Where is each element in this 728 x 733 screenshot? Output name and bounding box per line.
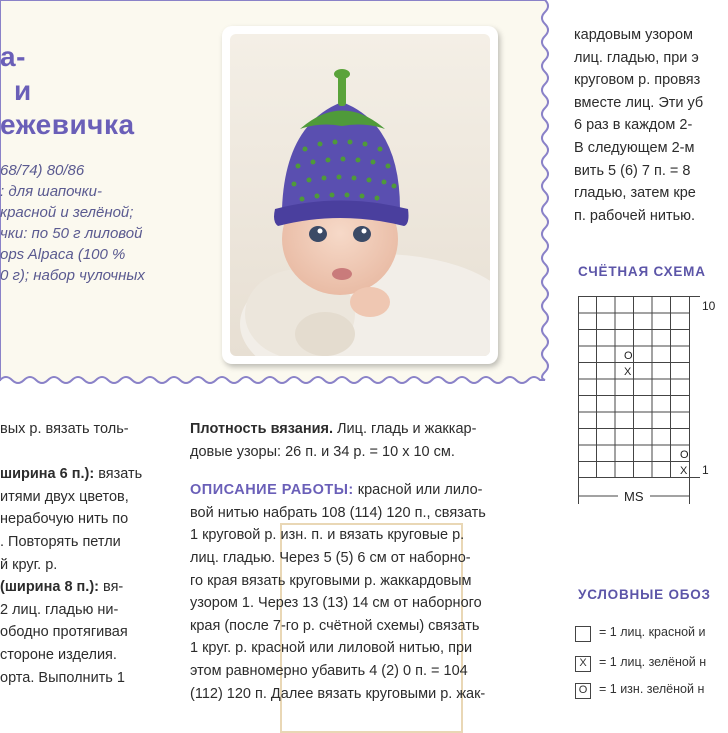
text-line: го края вязать круговыми р. жаккардовым [190, 572, 472, 589]
text-rest: вязать [94, 466, 143, 483]
text-line: В следующем 2-м [574, 139, 695, 156]
chart-symbol-o: O [624, 350, 633, 362]
title-line: а- [0, 41, 26, 72]
title-line: ежевичка [0, 109, 135, 140]
article-title [0, 40, 135, 142]
text-line: круговом р. провяз [574, 72, 701, 89]
text-line: 2 лиц. гладью ни- [0, 601, 119, 618]
chart-symbol-o: O [680, 449, 689, 461]
text-line: узором 1. Через 13 (13) 14 см от наборного [190, 595, 482, 612]
text-line: вых р. вязать толь- [0, 421, 129, 437]
text-line: довые узоры: 26 п. и 34 р. = 10 х 10 см. [190, 443, 455, 460]
bold-label: (ширина 8 п.): [0, 579, 99, 596]
legend-text: = 1 лиц. красной и [599, 625, 706, 639]
chart-heading: СЧЁТНАЯ СХЕМА [578, 264, 706, 279]
meta-line: красной и зелёной; [0, 204, 134, 221]
text-line: 1 круг. р. красной или лиловой нитью, при [190, 640, 473, 657]
right-text-column [574, 24, 728, 227]
text-line: кардовым узором [574, 27, 694, 43]
text-line: (112) 120 п. Далее вязать круговыми р. жак- [190, 685, 486, 702]
chart-symbol-x: X [680, 465, 688, 477]
text-line: лиц. гладью, при э [574, 49, 699, 66]
photo-illustration [230, 34, 490, 356]
text-line: орта. Выполнить 1 [0, 669, 125, 686]
row-label-bottom: 1 [702, 463, 709, 477]
text-rest: красной или лило- [353, 482, 483, 499]
knitting-chart [578, 296, 728, 511]
baby-hat-photo [222, 26, 498, 364]
text-line [0, 576, 170, 599]
o-cell-icon: O [575, 683, 591, 699]
text-line: й круг. р. [0, 556, 58, 573]
text-line: гладью, затем кре [574, 185, 696, 202]
middle-text-column [190, 418, 550, 705]
text-line: 1 круговой р. изн. п. и вязать круговые р. [190, 527, 465, 544]
text-line: п. рабочей нитью. [574, 207, 696, 224]
legend-text: = 1 изн. зелёной н [599, 682, 705, 696]
text-line: итями двух цветов, [0, 488, 129, 505]
text-line: 6 раз в каждом 2- [574, 117, 693, 134]
meta-line: 68/74) 80/86 [0, 162, 85, 179]
density-label: Плотность вязания. [190, 421, 333, 437]
title-line: и [14, 75, 32, 106]
legend-heading: УСЛОВНЫЕ ОБОЗ [578, 587, 711, 602]
empty-cell-icon [575, 626, 591, 642]
text-line [190, 463, 550, 479]
text-line: ободно протягивая [0, 624, 128, 641]
meta-line: чки: по 50 г лиловой [0, 225, 143, 242]
bold-label: ширина 6 п.): [0, 466, 95, 483]
chart-symbol-x: X [624, 366, 632, 378]
x-cell-icon: X [575, 656, 591, 672]
text-line [190, 479, 550, 502]
text-rest: Лиц. гладь и жаккар- [333, 421, 477, 437]
repeat-label: MS [624, 489, 644, 504]
section-heading: ОПИСАНИЕ РАБОТЫ: [190, 482, 354, 499]
row-label-top: 10 [702, 299, 716, 313]
meta-line: ops Alpaca (100 % [0, 246, 126, 263]
materials-info [0, 160, 145, 286]
meta-line: 0 г); набор чулочных [0, 267, 145, 284]
text-line: нерабочую нить по [0, 511, 129, 528]
text-line: стороне изделия. [0, 646, 117, 663]
meta-line: : для шапочки- [0, 183, 102, 200]
text-line: этом равномерно убавить 4 (2) 0 п. = 104 [190, 662, 468, 679]
text-line: . Повторять петли [0, 533, 121, 550]
text-line [0, 441, 170, 464]
left-text-column [0, 418, 170, 689]
text-line: края (после 7-го р. счётной схемы) связать [190, 617, 480, 634]
text-line: вместе лиц. Эти уб [574, 94, 704, 111]
text-line [190, 418, 550, 441]
text-line [0, 463, 170, 486]
legend-text: = 1 лиц. зелёной н [599, 655, 707, 669]
text-rest: вя- [99, 579, 124, 596]
text-line: лиц. гладью. Через 5 (5) 6 см от наборно- [190, 549, 471, 566]
text-line: вить 5 (6) 7 п. = 8 [574, 162, 691, 179]
text-line: вой нитью набрать 108 (114) 120 п., связать [190, 504, 486, 521]
